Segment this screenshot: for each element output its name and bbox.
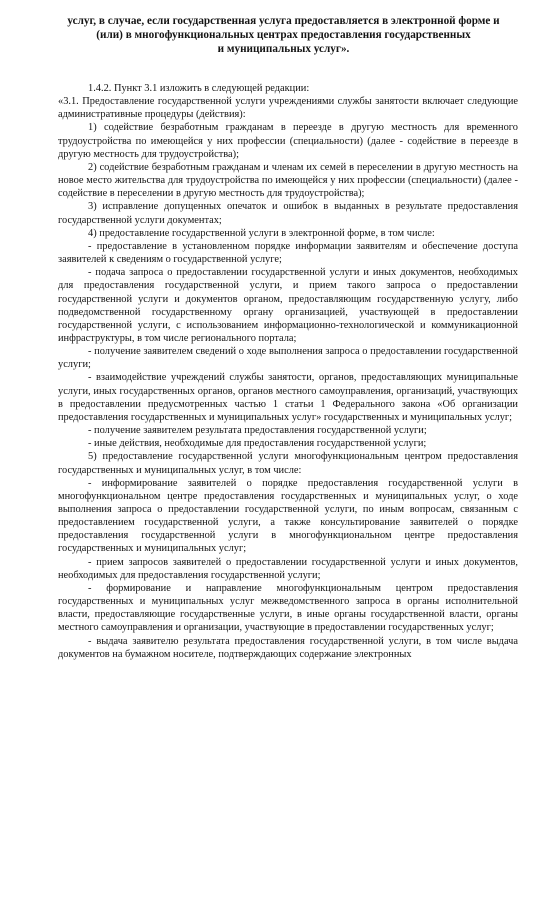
heading-line-3: и муниципальных услуг».: [217, 43, 350, 55]
document-body: [58, 82, 518, 661]
sub-item-interaction: - взаимодействие учреждений службы занятости, органов, предоставляющих муниципальные услуги, иных государственных органов, органов местного самоуправления, организаций, участвующих в предоставлении предусмотренных частью 1 статьи 1 Федерального закона «Об организации предоставления государственных и муниципальных услуг» государственных и муниципальных услуг;: [58, 372, 518, 423]
sub-item-other-actions: - иные действия, необходимые для предоставления государственной услуги;: [88, 438, 427, 450]
sub-item-mfc-informing: - информирование заявителей о порядке предоставления государственной услуги в многофункциональном центре предоставления государственных и муниципальных услуг, о ходе выполнения запроса о предоставлении государственной услуги, по иным вопросам, связанным с предоставлением государственной услуги, а также консультирование заявителей о порядке предоставления государственной услуги в многофункциональном центре предоставления государственных и муниципальных услуг;: [58, 477, 518, 555]
paragraph-amendment-intro: 1.4.2. Пункт 3.1 изложить в следующей редакции:: [88, 83, 310, 94]
list-item-3: 3) исправление допущенных опечаток и ошибок в выданных в результате предоставления государственной услуги документах;: [58, 201, 518, 226]
heading-line-2: (или) в многофункциональных центрах предоставления государственных: [96, 29, 471, 41]
list-item-1: 1) содействие безработным гражданам в переезде в другую местность для временного трудоустройства по имеющейся у них профессии (специальности) (далее - содействие в переезде в другую местность для трудоустройства);: [58, 122, 518, 160]
section-heading: [56, 14, 511, 56]
sub-item-information: - предоставление в установленном порядке информации заявителям и обеспечение доступа заявителей к сведениям о государственной услуге;: [58, 240, 518, 266]
sub-item-request-submission: - подача запроса о предоставлении государственной услуги и иных документов, необходимых для предоставления государственной услуги, и прием такого запроса о предоставлении государственной услуги и документов органом, предоставляющим государственную услугу, либо подведомственной государственному органу организацией, участвующей в предоставлении государственной услуги, с использованием информационно-технологической и коммуникационной инфраструктуры, в том числе регионального портала;: [58, 267, 518, 344]
sub-item-result: - получение заявителем результата предоставления государственной услуги;: [88, 425, 427, 437]
paragraph-3-1: «3.1. Предоставление государственной услуги учреждениями службы занятости включает следующие административные процедуры (действия):: [58, 96, 518, 121]
list-item-4: 4) предоставление государственной услуги в электронной форме, в том числе:: [88, 227, 435, 239]
sub-item-mfc-issuance: - выдача заявителю результата предоставления государственной услуги, в том числе выдача документов на бумажном носителе, подтверждающих содержание электронных: [58, 635, 518, 660]
sub-item-mfc-reception: - прием запросов заявителей о предоставлении государственной услуги и иных документов, необходимых для предоставления государственной услуги;: [58, 556, 518, 581]
list-item-5: 5) предоставление государственной услуги многофункциональным центром предоставления государственных и муниципальных услуг, в том числе:: [58, 451, 518, 476]
heading-line-1: услуг, в случае, если государственная услуга предоставляется в электронной форме и: [67, 15, 500, 27]
sub-item-status-info: - получение заявителем сведений о ходе выполнения запроса о предоставлении государственной услуги;: [58, 346, 518, 371]
sub-item-mfc-interagency: - формирование и направление многофункциональным центром предоставления государственных и муниципальных услуг межведомственного запроса в органы исполнительной власти, предоставляющие государственные услуги, в иные органы государственной власти, органы местного самоуправления и организации, участвующие в предоставлении государственных услуг;: [58, 582, 518, 634]
list-item-2: 2) содействие безработным гражданам и членам их семей в переселении в другую местность на новое место жительства для трудоустройства по имеющейся у них профессии (специальности) (далее - содействие в переселении в другую местность для трудоустройства);: [58, 161, 518, 200]
